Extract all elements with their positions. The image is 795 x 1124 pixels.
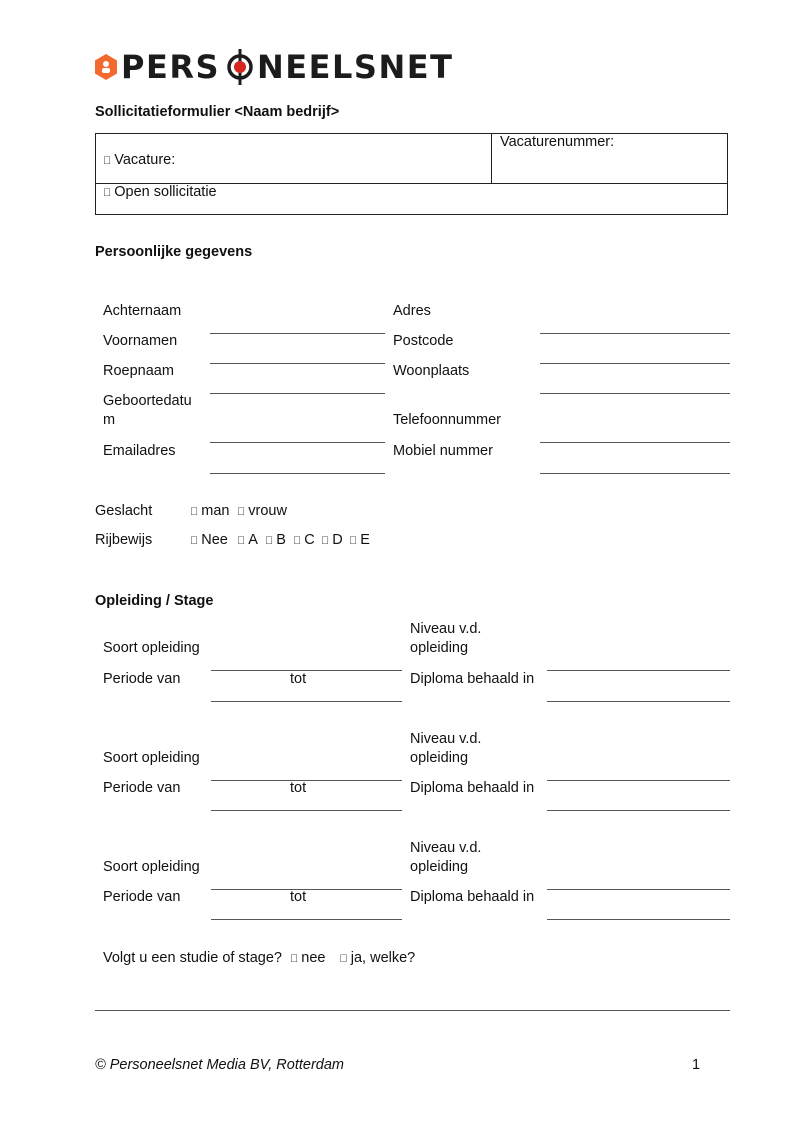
field-label-adres: Adres xyxy=(393,303,431,319)
input-line-diploma-1[interactable] xyxy=(547,701,730,702)
gender-label: Geslacht xyxy=(95,503,153,519)
vacancy-table xyxy=(95,133,728,215)
level-label-3a: Niveau v.d. xyxy=(410,840,482,856)
vacancy-label: Vacature: xyxy=(106,152,167,168)
checkbox-icon[interactable] xyxy=(103,155,111,167)
input-line-voornamen[interactable] xyxy=(210,363,385,364)
checkbox-icon[interactable] xyxy=(321,535,329,547)
period-label-3: Periode van xyxy=(103,889,181,905)
diploma-label-2: Diploma behaald in xyxy=(410,780,535,796)
checkbox-icon[interactable] xyxy=(190,535,198,547)
footer-copyright: © Personeelsnet Media BV, Rotterdam xyxy=(95,1057,344,1073)
license-option-nee[interactable] xyxy=(190,532,228,548)
checkbox-icon[interactable] xyxy=(340,953,348,965)
input-line-mobiel[interactable] xyxy=(540,473,730,474)
license-option-e[interactable] xyxy=(349,532,370,548)
input-line-diploma-3[interactable] xyxy=(547,919,730,920)
field-label-postcode: Postcode xyxy=(393,333,454,349)
open-application-label: Open sollicitatie xyxy=(106,184,209,200)
study-question xyxy=(103,950,415,966)
input-line-emailadres[interactable] xyxy=(210,473,385,474)
level-label-2b: opleiding xyxy=(410,750,469,766)
field-label-roepnaam: Roepnaam xyxy=(103,363,174,379)
field-label-geboortedatum-1: Geboortedatu xyxy=(103,393,192,409)
checkbox-icon[interactable] xyxy=(349,535,357,547)
logo-text-part1: PERS xyxy=(121,48,220,86)
checkbox-icon[interactable] xyxy=(237,535,245,547)
to-label-3: tot xyxy=(290,889,307,905)
input-line-education-type-1[interactable] xyxy=(211,670,402,671)
form-title: Sollicitatieformulier <Naam bedrijf> xyxy=(95,104,340,120)
checkbox-icon[interactable] xyxy=(290,953,298,965)
input-line-roepnaam[interactable] xyxy=(210,393,385,394)
license-option-label: A xyxy=(240,532,250,548)
page-number: 1 xyxy=(692,1057,701,1073)
diploma-label-1: Diploma behaald in xyxy=(410,671,535,687)
field-label-achternaam: Achternaam xyxy=(103,303,182,319)
level-label-1a: Niveau v.d. xyxy=(410,621,482,637)
license-option-b[interactable] xyxy=(265,532,286,548)
to-label-1: tot xyxy=(290,671,307,687)
period-label-1: Periode van xyxy=(103,671,181,687)
study-question-label: Volgt u een studie of stage? xyxy=(103,950,282,966)
logo-hexagon-icon xyxy=(95,54,117,80)
gender-option-label: vrouw xyxy=(240,503,279,519)
field-label-woonplaats: Woonplaats xyxy=(393,363,470,379)
open-application-option[interactable] xyxy=(103,184,217,200)
checkbox-icon[interactable] xyxy=(190,506,198,518)
gender-option-vrouw[interactable] xyxy=(237,503,287,519)
checkbox-icon[interactable] xyxy=(265,535,273,547)
input-line-level-3[interactable] xyxy=(547,889,730,890)
checkbox-icon[interactable] xyxy=(103,187,111,199)
input-line-woonplaats[interactable] xyxy=(540,393,730,394)
gender-option-man[interactable] xyxy=(190,503,229,519)
input-line-period-2[interactable] xyxy=(211,810,402,811)
input-line-education-type-2[interactable] xyxy=(211,780,402,781)
input-line-education-type-3[interactable] xyxy=(211,889,402,890)
license-option-label: C xyxy=(296,532,307,548)
checkbox-icon[interactable] xyxy=(293,535,301,547)
license-option-d[interactable] xyxy=(321,532,343,548)
gender-option-label: man xyxy=(193,503,222,519)
field-label-mobiel: Mobiel nummer xyxy=(393,443,493,459)
input-line-telefoonnummer[interactable] xyxy=(540,442,730,443)
license-option-label: E xyxy=(352,532,362,548)
study-option-no[interactable] xyxy=(290,950,325,966)
level-label-2a: Niveau v.d. xyxy=(410,731,482,747)
input-line-adres[interactable] xyxy=(540,333,730,334)
vacancy-option[interactable] xyxy=(103,152,175,168)
input-line-achternaam[interactable] xyxy=(210,333,385,334)
education-heading: Opleiding / Stage xyxy=(95,593,214,609)
license-option-a[interactable] xyxy=(237,532,258,548)
level-label-3b: opleiding xyxy=(410,859,469,875)
field-label-telefoonnummer: Telefoonnummer xyxy=(393,412,501,428)
input-line-level-2[interactable] xyxy=(547,780,730,781)
license-option-c[interactable] xyxy=(293,532,315,548)
field-label-emailadres: Emailadres xyxy=(103,443,176,459)
license-option-label: Nee xyxy=(193,532,220,548)
license-label: Rijbewijs xyxy=(95,532,153,548)
field-label-voornamen: Voornamen xyxy=(103,333,178,349)
education-type-label-3: Soort opleiding xyxy=(103,859,200,875)
to-label-2: tot xyxy=(290,780,307,796)
study-option-no-label: nee xyxy=(293,950,318,966)
license-option-label: B xyxy=(268,532,278,548)
input-line-diploma-2[interactable] xyxy=(547,810,730,811)
vacancy-number-label: Vacaturenummer: xyxy=(500,134,615,150)
logo-text-part2: NEELSNET xyxy=(257,48,454,86)
input-line-level-1[interactable] xyxy=(547,670,730,671)
input-line-study[interactable] xyxy=(95,1010,730,1011)
education-type-label-2: Soort opleiding xyxy=(103,750,200,766)
personal-heading: Persoonlijke gegevens xyxy=(95,244,253,260)
diploma-label-3: Diploma behaald in xyxy=(410,889,535,905)
period-label-2: Periode van xyxy=(103,780,181,796)
input-line-geboortedatum[interactable] xyxy=(210,442,385,443)
input-line-postcode[interactable] xyxy=(540,363,730,364)
logo-target-icon xyxy=(225,49,255,85)
study-option-yes[interactable] xyxy=(334,950,416,966)
input-line-period-1[interactable] xyxy=(211,701,402,702)
input-line-period-3[interactable] xyxy=(211,919,402,920)
license-option-label: D xyxy=(324,532,335,548)
checkbox-icon[interactable] xyxy=(237,506,245,518)
level-label-1b: opleiding xyxy=(410,640,469,656)
field-label-geboortedatum-2: m xyxy=(103,412,116,428)
study-option-yes-label: ja, welke? xyxy=(334,950,399,966)
education-type-label-1: Soort opleiding xyxy=(103,640,200,656)
